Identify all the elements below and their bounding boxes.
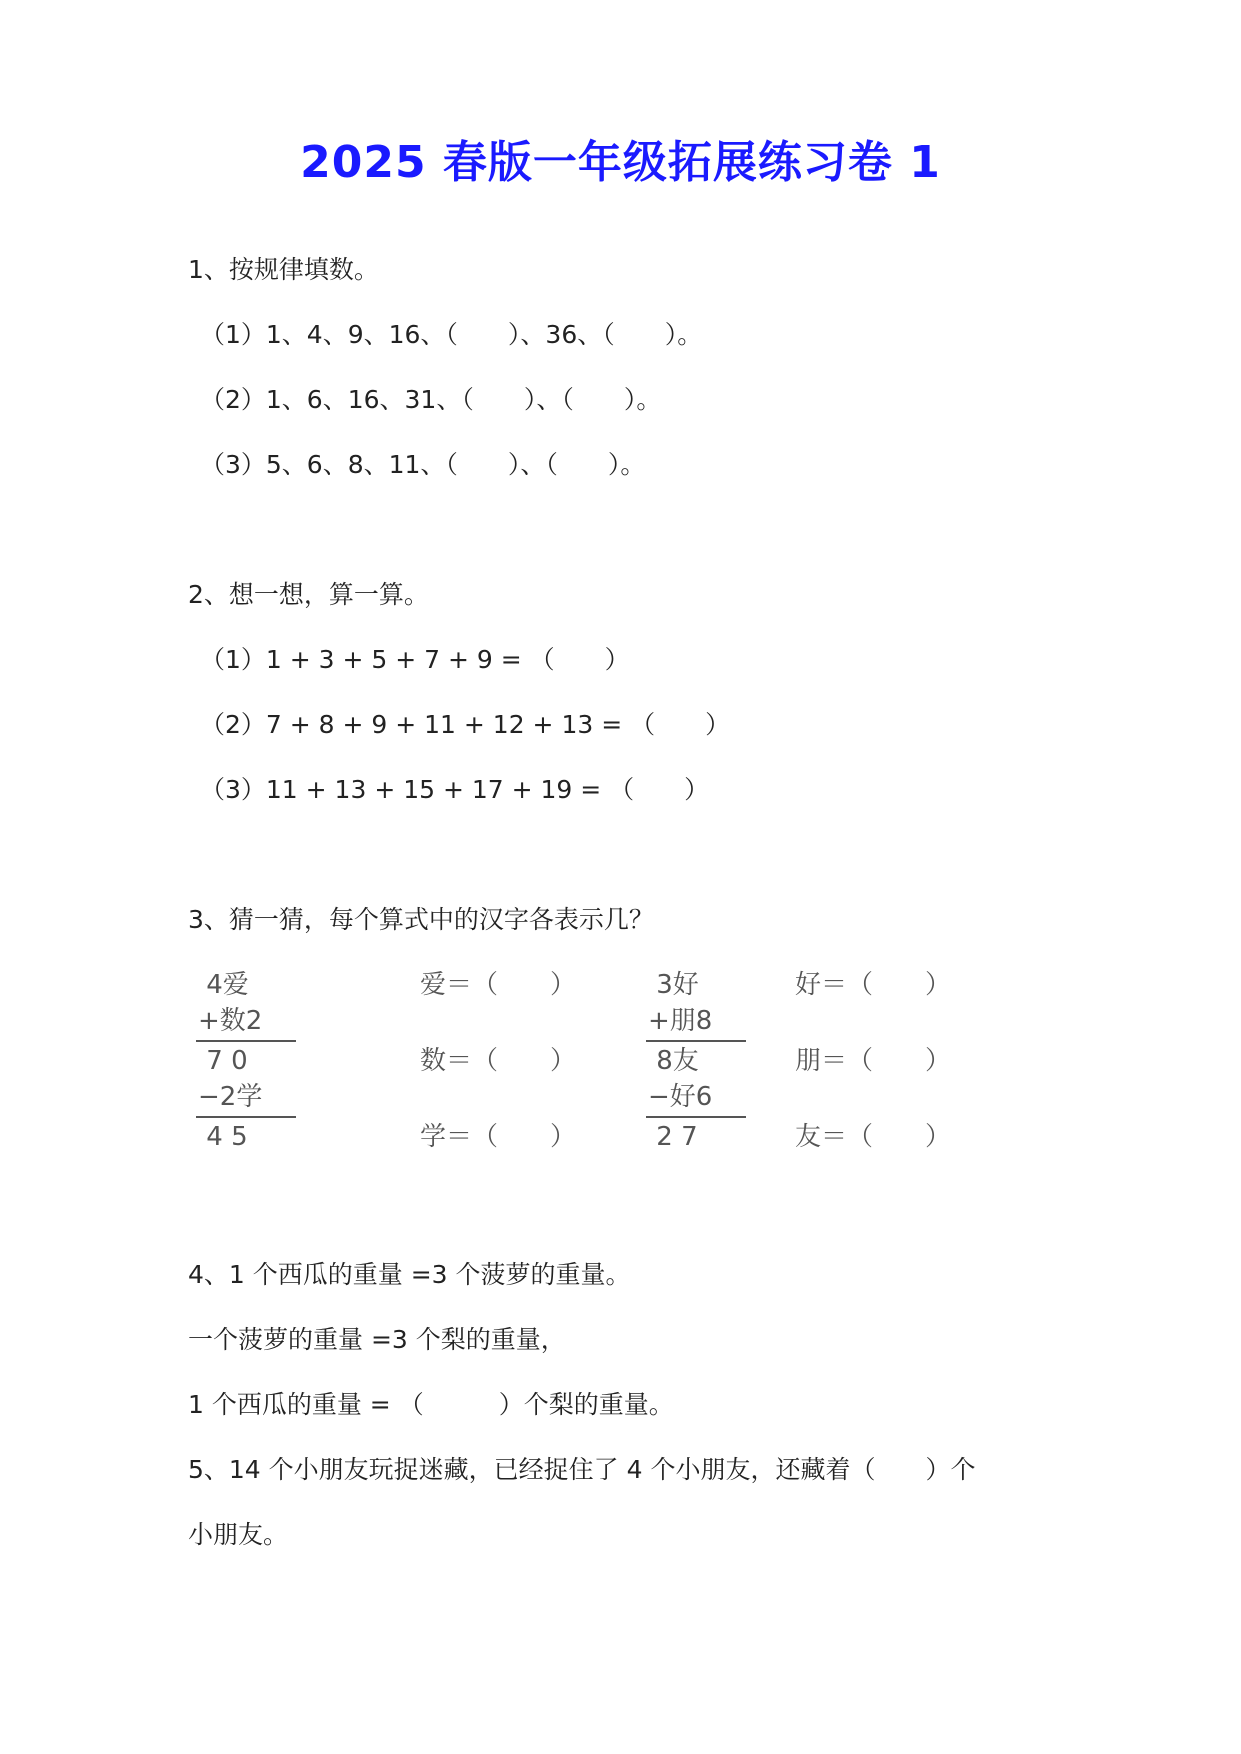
q3-right-answer-2: 朋＝（ ） bbox=[795, 1046, 952, 1076]
q1-item-2: （2）1、6、16、31、（ ）、（ ）。 bbox=[200, 385, 662, 414]
q3-left-answer-3: 学＝（ ） bbox=[420, 1122, 577, 1152]
q3-left-answer-2: 数＝（ ） bbox=[420, 1046, 577, 1076]
q3-right-row5: 2 7 bbox=[648, 1122, 698, 1152]
q4-line-1: 4、1 个西瓜的重量 =3 个菠萝的重量。 bbox=[188, 1260, 631, 1289]
q3-left-row1: 4爱 bbox=[198, 970, 249, 1000]
q3-right-row3: 8友 bbox=[648, 1046, 699, 1076]
page-title: 2025 春版一年级拓展练习卷 1 bbox=[300, 137, 941, 188]
q3-right-row2: +朋8 bbox=[648, 1006, 713, 1036]
q3-heading: 3、猜一猜，每个算式中的汉字各表示几？ bbox=[188, 905, 654, 934]
q5-line-2: 小朋友。 bbox=[188, 1520, 289, 1549]
q3-left-rule-1 bbox=[196, 1040, 296, 1042]
q2-item-1: （1）1 + 3 + 5 + 7 + 9 = （ ） bbox=[200, 645, 630, 674]
q3-right-rule-2 bbox=[646, 1116, 746, 1118]
q5-line-1: 5、14 个小朋友玩捉迷藏，已经捉住了 4 个小朋友，还藏着（ ）个 bbox=[188, 1455, 976, 1484]
q3-left-rule-2 bbox=[196, 1116, 296, 1118]
q3-left-row2: +数2 bbox=[198, 1006, 263, 1036]
q2-item-3: （3）11 + 13 + 15 + 17 + 19 = （ ） bbox=[200, 775, 710, 804]
q3-left-row5: 4 5 bbox=[198, 1122, 248, 1152]
q3-right-row1: 3好 bbox=[648, 970, 699, 1000]
q4-line-3: 1 个西瓜的重量 = （ ）个梨的重量。 bbox=[188, 1390, 674, 1419]
q3-right-rule-1 bbox=[646, 1040, 746, 1042]
q3-left-row4: −2学 bbox=[198, 1082, 263, 1112]
q3-right-answer-3: 友＝（ ） bbox=[795, 1122, 952, 1152]
q1-item-1: （1）1、4、9、16、（ ）、36、（ ）。 bbox=[200, 320, 703, 349]
q1-item-3: （3）5、6、8、11、（ ）、（ ）。 bbox=[200, 450, 646, 479]
q4-line-2: 一个菠萝的重量 =3 个梨的重量， bbox=[188, 1325, 566, 1354]
q3-left-answer-1: 爱＝（ ） bbox=[420, 970, 577, 1000]
q3-left-row3: 7 0 bbox=[198, 1046, 248, 1076]
q2-item-2: （2）7 + 8 + 9 + 11 + 12 + 13 = （ ） bbox=[200, 710, 731, 739]
q1-heading: 1、按规律填数。 bbox=[188, 255, 379, 284]
q3-right-answer-1: 好＝（ ） bbox=[795, 970, 952, 1000]
q2-heading: 2、想一想，算一算。 bbox=[188, 580, 429, 609]
q3-right-row4: −好6 bbox=[648, 1082, 713, 1112]
